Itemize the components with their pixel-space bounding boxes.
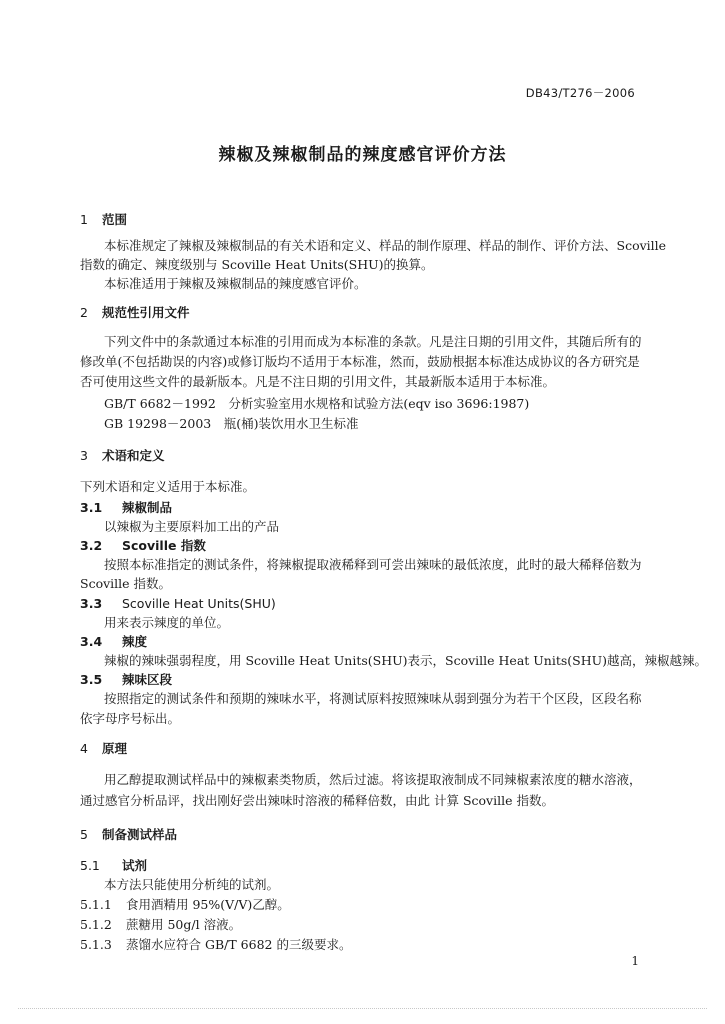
clause-number: 5.1.1 [80, 897, 112, 912]
section-number: 2 [80, 305, 88, 320]
clause-text: 食用酒精用 95%(V/V)乙醇。 [126, 897, 290, 912]
section-number: 1 [80, 212, 88, 227]
document-title: 辣椒及辣椒制品的辣度感官评价方法 [218, 145, 507, 165]
term-3-2-definition-line-1: 按照本标准指定的测试条件，将辣椒提取液稀释到可尝出辣味的最低浓度，此时的最大稀释倍数为 [104, 557, 642, 572]
term-3-3-heading [80, 595, 276, 613]
term-label: 辣味区段 [122, 672, 173, 687]
subsection-label: 试剂 [122, 858, 148, 873]
section-5-heading [80, 826, 177, 844]
section-number: 4 [80, 741, 88, 756]
term-3-5-heading [80, 671, 172, 689]
term-3-4-definition: 辣椒的辣味强弱程度，用 Scoville Heat Units(SHU)表示，Scoville Heat Units(SHU)越高，辣椒越辣。 [104, 653, 708, 668]
term-3-2-heading [80, 537, 206, 555]
term-number: 3.3 [80, 596, 103, 611]
section-number: 5 [80, 827, 88, 842]
section-4-paragraph-line-1: 用乙醇提取测试样品中的辣椒素类物质，然后过滤。将该提取液制成不同辣椒素浓度的糖水溶液， [104, 772, 642, 787]
clause-5-1-3 [80, 936, 351, 954]
term-label: 辣度 [122, 634, 148, 649]
clause-5-1-2 [80, 916, 241, 934]
section-1-paragraph-line-2: 指数的确定、辣度级别与 Scoville Heat Units(SHU)的换算。 [80, 257, 434, 272]
term-3-3-definition: 用来表示辣度的单位。 [104, 615, 230, 630]
term-3-5-definition-line-1: 按照指定的测试条件和预期的辣味水平，将测试原料按照辣味从弱到强分为若干个区段，区段名称 [104, 691, 642, 706]
reference-gb-19298: GB 19298－2003 瓶(桶)装饮用水卫生标准 [104, 416, 359, 431]
clause-number: 5.1.3 [80, 937, 112, 952]
subsection-5-1-heading [80, 857, 147, 875]
term-number: 3.1 [80, 500, 103, 515]
section-2-paragraph-line-1: 下列文件中的条款通过本标准的引用而成为本标准的条款。凡是注日期的引用文件，其随后所有的 [104, 334, 642, 349]
term-number: 3.2 [80, 538, 103, 553]
section-number: 3 [80, 448, 88, 463]
page-number: 1 [631, 954, 639, 968]
section-2-paragraph-line-3: 否可使用这些文件的最新版本。凡是不注日期的引用文件，其最新版本适用于本标准。 [80, 374, 556, 389]
standard-code: DB43/T276－2006 [525, 86, 635, 100]
term-3-2-definition-line-2: Scoville 指数。 [80, 576, 172, 591]
term-label: Scoville 指数 [122, 538, 206, 553]
section-1-heading [80, 211, 127, 229]
section-4-paragraph-line-2: 通过感官分析品评，找出刚好尝出辣味时溶液的稀释倍数，由此 计算 Scoville 指数。 [80, 793, 554, 808]
section-title: 规范性引用文件 [102, 305, 190, 320]
reference-gb-t-6682: GB/T 6682－1992 分析实验室用水规格和试验方法(eqv iso 3696:1987) [104, 396, 530, 411]
clause-5-1-1 [80, 896, 290, 914]
clause-text: 蔗糖用 50g/l 溶液。 [126, 917, 242, 932]
section-title: 制备测试样品 [102, 827, 178, 842]
section-4-heading [80, 740, 127, 758]
term-label: Scoville Heat Units(SHU) [122, 596, 276, 611]
term-3-1-heading [80, 499, 172, 517]
clause-text: 蒸馏水应符合 GB/T 6682 的三级要求。 [126, 937, 352, 952]
term-label: 辣椒制品 [122, 500, 173, 515]
section-title: 原理 [102, 741, 128, 756]
section-2-paragraph-line-2: 修改单(不包括勘误的内容)或修订版均不适用于本标准，然而，鼓励根据本标准达成协议的各方研究是 [80, 354, 640, 369]
subsection-5-1-text: 本方法只能使用分析纯的试剂。 [104, 877, 280, 892]
section-3-intro: 下列术语和定义适用于本标准。 [80, 479, 256, 494]
section-1-paragraph-line-1: 本标准规定了辣椒及辣椒制品的有关术语和定义、样品的制作原理、样品的制作、评价方法、Scoville [104, 238, 667, 253]
section-1-scope-line: 本标准适用于辣椒及辣椒制品的辣度感官评价。 [104, 276, 367, 291]
term-number: 3.4 [80, 634, 103, 649]
section-2-heading [80, 304, 190, 322]
section-title: 范围 [102, 212, 128, 227]
section-title: 术语和定义 [102, 448, 165, 463]
section-3-heading [80, 447, 165, 465]
term-3-1-definition: 以辣椒为主要原料加工出的产品 [104, 519, 280, 534]
term-3-4-heading [80, 633, 147, 651]
scan-edge-divider [18, 1008, 707, 1010]
subsection-number: 5.1 [80, 858, 100, 873]
term-number: 3.5 [80, 672, 103, 687]
clause-number: 5.1.2 [80, 917, 112, 932]
term-3-5-definition-line-2: 依字母序号标出。 [80, 711, 181, 726]
